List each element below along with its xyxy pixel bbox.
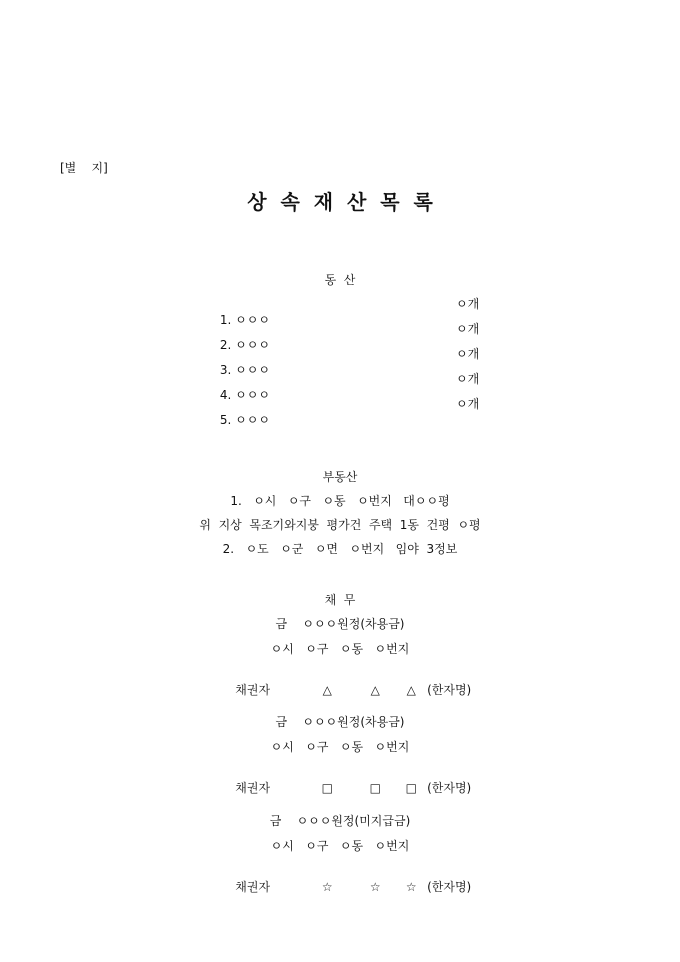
square-icon: □ xyxy=(405,781,417,795)
movable-heading: 동 산 xyxy=(324,273,356,287)
creditor-row xyxy=(220,764,471,812)
item-number: 3. xyxy=(219,363,232,377)
item-number: 1. xyxy=(219,313,232,327)
item-name: ㅇㅇㅇ xyxy=(235,413,270,427)
debt-amount: 금 ㅇㅇㅇ원정(차용금) xyxy=(275,617,405,631)
debt-amount: 금 ㅇㅇㅇ원정(차용금) xyxy=(275,715,405,729)
creditor-suffix: (한자명) xyxy=(427,781,472,795)
star-icon: ☆ xyxy=(405,880,417,894)
creditor-row xyxy=(220,666,471,714)
creditor-suffix: (한자명) xyxy=(427,880,472,894)
debt-address: ㅇ시 ㅇ구 ㅇ동 ㅇ번지 xyxy=(270,839,410,853)
item-name: ㅇㅇㅇ xyxy=(235,363,270,377)
triangle-icon: △ xyxy=(322,683,332,697)
item-quantity: ㅇ개 xyxy=(456,372,480,386)
document-title: 상 속 재 산 목 록 xyxy=(247,190,433,214)
debts-heading: 채 무 xyxy=(324,593,356,607)
attachment-label: [별 지] xyxy=(60,161,108,175)
real-estate-line: 2. ㅇ도 ㅇ군 ㅇ면 ㅇ번지 임야 3정보 xyxy=(222,542,458,556)
creditor-label: 채권자 xyxy=(235,683,271,697)
star-icon: ☆ xyxy=(321,880,333,894)
creditor-label: 채권자 xyxy=(235,880,271,894)
item-name: ㅇㅇㅇ xyxy=(235,338,270,352)
creditor-suffix: (한자명) xyxy=(427,683,472,697)
item-quantity: ㅇ개 xyxy=(456,347,480,361)
square-icon: □ xyxy=(369,781,381,795)
real-estate-line: 1. ㅇ시 ㅇ구 ㅇ동 ㅇ번지 대ㅇㅇ평 xyxy=(230,494,450,508)
triangle-icon: △ xyxy=(370,683,380,697)
item-quantity: ㅇ개 xyxy=(456,397,480,411)
debt-address: ㅇ시 ㅇ구 ㅇ동 ㅇ번지 xyxy=(270,740,410,754)
real-estate-heading: 부동산 xyxy=(322,470,358,484)
item-number: 4. xyxy=(219,388,232,402)
item-number: 2. xyxy=(219,338,232,352)
item-name: ㅇㅇㅇ xyxy=(235,313,270,327)
item-quantity: ㅇ개 xyxy=(456,322,480,336)
creditor-row xyxy=(220,863,471,911)
creditor-label: 채권자 xyxy=(235,781,271,795)
real-estate-line: 위 지상 목조기와지붕 평가건 주택 1동 건평 ㅇ평 xyxy=(199,518,481,532)
triangle-icon: △ xyxy=(406,683,416,697)
debt-amount: 금 ㅇㅇㅇ원정(미지급금) xyxy=(269,814,411,828)
item-name: ㅇㅇㅇ xyxy=(235,388,270,402)
list-item xyxy=(197,396,270,444)
item-quantity: ㅇ개 xyxy=(456,297,480,311)
item-number: 5. xyxy=(219,413,232,427)
star-icon: ☆ xyxy=(369,880,381,894)
debt-address: ㅇ시 ㅇ구 ㅇ동 ㅇ번지 xyxy=(270,642,410,656)
square-icon: □ xyxy=(321,781,333,795)
